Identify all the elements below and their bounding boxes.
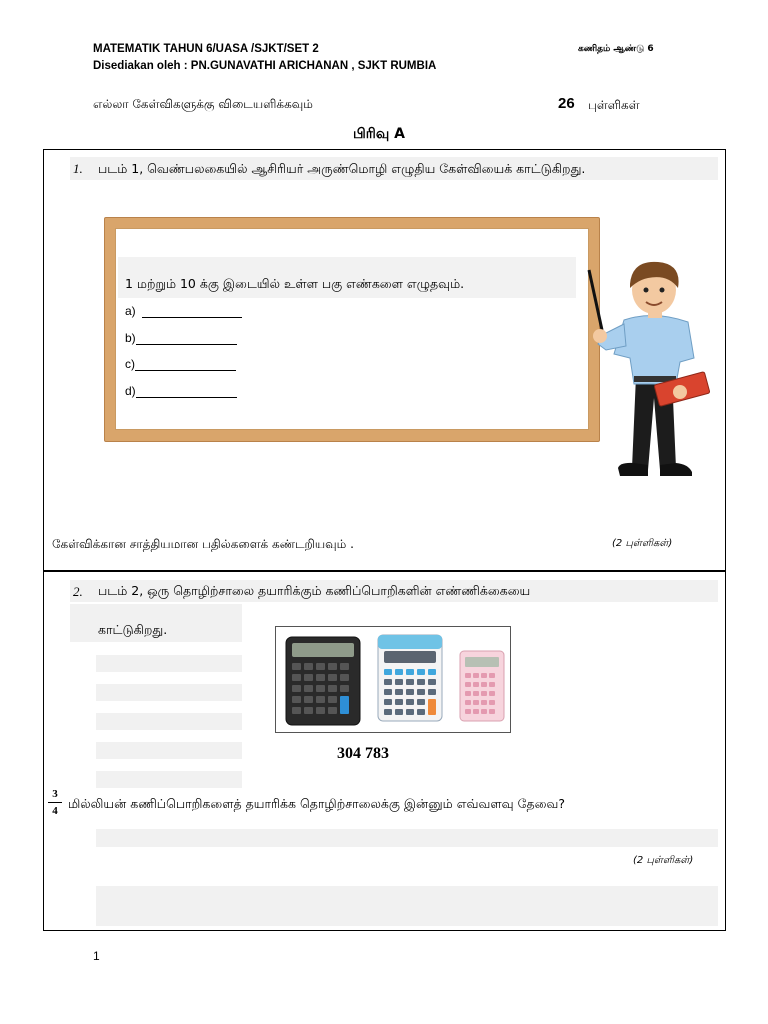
fraction-numerator: 3 bbox=[52, 788, 58, 800]
blank-c[interactable] bbox=[135, 358, 236, 371]
pointer-stick bbox=[589, 270, 602, 330]
answer-line-a bbox=[125, 304, 242, 318]
answer-area-shade[interactable] bbox=[96, 886, 718, 926]
q2-prompt-line2: காட்டுகிறது. bbox=[98, 622, 168, 637]
option-d-label: d) bbox=[125, 384, 136, 398]
q2-number: 2. bbox=[73, 584, 83, 599]
answer-shade bbox=[96, 829, 718, 847]
working-line bbox=[96, 684, 242, 701]
section-title: பிரிவு A bbox=[353, 126, 405, 142]
calculators-image bbox=[275, 626, 511, 733]
teacher-shirt bbox=[614, 315, 694, 384]
blue-calculator-top bbox=[378, 635, 442, 649]
teacher-right-eye bbox=[660, 288, 665, 293]
fraction-bar bbox=[48, 802, 62, 803]
option-b-label: b) bbox=[125, 331, 136, 345]
teacher-right-shoe bbox=[660, 463, 692, 476]
answer-line-c bbox=[125, 357, 236, 371]
blank-a[interactable] bbox=[142, 305, 242, 318]
pink-calculator-display bbox=[465, 657, 499, 667]
option-c-label: c) bbox=[125, 357, 135, 371]
q1-task: கேள்விக்கான சாத்தியமான பதில்களைக் கண்டறியவும் . bbox=[52, 537, 354, 551]
answer-line-d bbox=[125, 384, 237, 398]
fraction-three-quarters bbox=[48, 788, 62, 817]
header-subject-tamil: கணிதம் ஆண்டு 6 bbox=[578, 44, 654, 54]
q1-number: 1. bbox=[73, 161, 83, 176]
option-a-label: a) bbox=[125, 304, 136, 318]
total-marks-number: 26 bbox=[558, 95, 575, 112]
teacher-illustration bbox=[584, 258, 714, 494]
fraction-denominator: 4 bbox=[52, 805, 58, 817]
board-question: 1 மற்றும் 10 க்கு இடையில் உள்ள பகு எண்களை எழுதவும். bbox=[125, 276, 465, 291]
teacher-left-shoe bbox=[618, 463, 648, 476]
instruction-text: எல்லா கேள்விகளுக்கு விடையளிக்கவும் bbox=[93, 97, 313, 111]
working-line bbox=[96, 742, 242, 759]
page-number: 1 bbox=[93, 949, 100, 963]
q2-prompt-line1: படம் 2, ஒரு தொழிற்சாலை தயாரிக்கும் கணிப்பொறிகளின் எண்ணிக்கையை bbox=[98, 583, 531, 598]
header-author: Disediakan oleh : PN.GUNAVATHI ARICHANAN , SJKT RUMBIA bbox=[93, 60, 437, 72]
teacher-left-hand bbox=[593, 329, 607, 343]
teacher-left-eye bbox=[644, 288, 649, 293]
header-course-title: MATEMATIK TAHUN 6/UASA /SJKT/SET 2 bbox=[93, 43, 319, 55]
blank-d[interactable] bbox=[136, 385, 237, 398]
q2-question: மில்லியன் கணிப்பொறிகளைத் தயாரிக்க தொழிற்சாலைக்கு இன்னும் எவ்வளவு தேவை? bbox=[68, 796, 566, 811]
q1-marks: (2 புள்ளிகள்) bbox=[612, 538, 673, 549]
q1-prompt: படம் 1, வெண்பலகையில் ஆசிரியர் அருண்மொழி எழுதிய கேள்வியைக் காட்டுகிறது. bbox=[98, 161, 586, 176]
working-line bbox=[96, 655, 242, 672]
q2-marks: (2 புள்ளிகள்) bbox=[633, 855, 694, 866]
black-calculator-equals-key bbox=[340, 696, 349, 714]
calculators-illustration bbox=[276, 627, 510, 732]
answer-line-b bbox=[125, 331, 237, 345]
working-line bbox=[96, 771, 242, 788]
blue-calculator-icon bbox=[378, 635, 442, 721]
teacher-right-hand bbox=[673, 385, 687, 399]
black-calculator-display bbox=[292, 643, 354, 657]
working-line bbox=[96, 713, 242, 730]
calculator-count: 304 783 bbox=[337, 745, 389, 762]
total-marks-label: புள்ளிகள் bbox=[588, 98, 640, 112]
blank-b[interactable] bbox=[136, 332, 237, 345]
black-calculator-icon bbox=[286, 637, 360, 725]
blue-calculator-display bbox=[384, 651, 436, 663]
pink-calculator-icon bbox=[460, 651, 504, 721]
blue-calculator-equals-key bbox=[428, 699, 436, 715]
